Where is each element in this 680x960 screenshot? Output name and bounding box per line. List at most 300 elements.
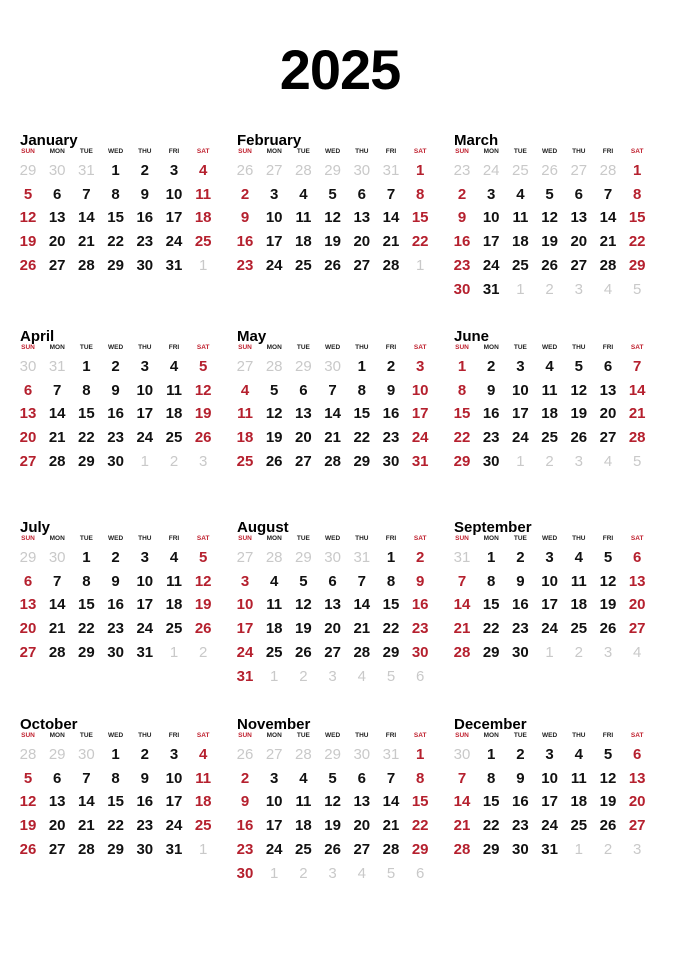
day-cell: 18 xyxy=(165,405,183,423)
weekday-header-wed: WED xyxy=(108,148,124,155)
day-cell: 5 xyxy=(23,769,33,787)
day-cell: 27 xyxy=(628,620,646,638)
day-cell: 2 xyxy=(487,358,496,375)
day-cell: 5 xyxy=(328,185,337,203)
day-cell: 30 xyxy=(136,256,154,274)
day-cell: 7 xyxy=(386,185,396,203)
adjacent-month-day: 29 xyxy=(324,162,341,179)
weekday-header-thu: THU xyxy=(138,344,152,351)
day-cell: 31 xyxy=(482,280,500,298)
day-cell: 28 xyxy=(453,643,471,661)
weekday-header-thu: THU xyxy=(572,148,586,155)
day-cell: 6 xyxy=(603,358,613,375)
day-cell: 14 xyxy=(78,209,95,227)
day-cell: 25 xyxy=(165,429,183,447)
adjacent-month-day: 28 xyxy=(265,358,283,375)
adjacent-month-day: 1 xyxy=(169,643,179,661)
day-cell: 19 xyxy=(599,793,617,811)
day-cell: 7 xyxy=(386,769,396,787)
day-cell: 16 xyxy=(236,233,254,251)
adjacent-month-day: 2 xyxy=(299,667,308,685)
weekday-header-mon: MON xyxy=(49,535,65,542)
day-cell: 9 xyxy=(111,572,120,590)
day-cell: 18 xyxy=(236,429,254,447)
weekday-header-thu: THU xyxy=(138,732,152,739)
weekday-header-sun: SUN xyxy=(21,732,35,739)
weekday-header-sat: SAT xyxy=(630,535,644,542)
day-cell: 7 xyxy=(328,381,337,399)
day-cell: 18 xyxy=(541,405,558,423)
adjacent-month-day: 26 xyxy=(236,162,254,179)
weekday-header-wed: WED xyxy=(108,732,124,739)
day-cell: 27 xyxy=(19,452,37,470)
day-cell: 15 xyxy=(78,405,95,423)
day-cell: 10 xyxy=(541,572,558,590)
day-cell: 9 xyxy=(457,209,467,227)
day-cell: 2 xyxy=(111,549,120,566)
day-cell: 18 xyxy=(295,817,312,835)
day-cell: 21 xyxy=(382,817,400,835)
day-cell: 18 xyxy=(165,596,183,614)
adjacent-month-day: 27 xyxy=(570,162,588,179)
weekday-header-sat: SAT xyxy=(630,344,644,351)
day-cell: 11 xyxy=(570,769,587,787)
day-cell: 26 xyxy=(194,620,212,638)
day-cell: 14 xyxy=(78,793,95,811)
day-cell: 1 xyxy=(82,358,91,375)
day-cell: 22 xyxy=(482,817,500,835)
day-cell: 2 xyxy=(457,185,467,203)
day-cell: 22 xyxy=(482,620,500,638)
weekday-header-tue: TUE xyxy=(513,535,527,542)
adjacent-month-day: 30 xyxy=(324,358,341,375)
day-cell: 28 xyxy=(48,643,66,661)
adjacent-month-day: 5 xyxy=(633,280,642,298)
day-cell: 19 xyxy=(599,596,617,614)
day-cell: 8 xyxy=(386,572,396,590)
day-cell: 9 xyxy=(140,185,149,203)
day-cell: 17 xyxy=(541,596,558,614)
day-cell: 17 xyxy=(411,405,429,423)
weekday-header-sat: SAT xyxy=(196,344,210,351)
day-cell: 6 xyxy=(53,185,62,203)
day-cell: 4 xyxy=(299,769,308,787)
day-cell: 11 xyxy=(570,572,587,590)
day-cell: 11 xyxy=(166,381,182,399)
weekday-header-fri: FRI xyxy=(168,732,180,739)
day-cell: 3 xyxy=(270,769,279,787)
weekday-header-fri: FRI xyxy=(385,148,397,155)
day-cell: 9 xyxy=(240,793,250,811)
day-cell: 5 xyxy=(199,358,208,375)
day-cell: 30 xyxy=(512,840,529,858)
day-cell: 25 xyxy=(265,643,283,661)
adjacent-month-day: 31 xyxy=(48,358,66,375)
day-cell: 20 xyxy=(599,405,617,423)
day-cell: 25 xyxy=(236,452,254,470)
day-cell: 20 xyxy=(353,817,371,835)
day-cell: 22 xyxy=(107,817,124,835)
day-cell: 26 xyxy=(19,256,37,274)
month-name: March xyxy=(454,132,499,149)
day-cell: 5 xyxy=(270,381,279,399)
day-cell: 20 xyxy=(48,817,66,835)
day-cell: 8 xyxy=(487,769,496,787)
weekday-header-sun: SUN xyxy=(238,344,252,351)
day-cell: 9 xyxy=(140,769,149,787)
weekday-header-thu: THU xyxy=(355,732,369,739)
month-name: February xyxy=(237,132,302,149)
month-name: October xyxy=(20,716,78,733)
day-cell: 3 xyxy=(140,549,149,566)
weekday-header-tue: TUE xyxy=(79,732,93,739)
weekday-header-sun: SUN xyxy=(455,732,469,739)
day-cell: 7 xyxy=(53,572,62,590)
day-cell: 4 xyxy=(574,549,583,566)
day-cell: 6 xyxy=(23,572,33,590)
day-cell: 26 xyxy=(19,840,37,858)
day-cell: 17 xyxy=(512,405,529,423)
day-cell: 8 xyxy=(416,769,425,787)
adjacent-month-day: 2 xyxy=(603,840,613,858)
day-cell: 2 xyxy=(516,549,525,566)
adjacent-month-day: 30 xyxy=(353,746,371,763)
day-cell: 25 xyxy=(570,620,588,638)
weekday-header-mon: MON xyxy=(49,344,65,351)
day-cell: 25 xyxy=(295,256,312,274)
day-cell: 4 xyxy=(169,549,179,566)
adjacent-month-day: 4 xyxy=(357,667,366,685)
day-cell: 22 xyxy=(628,233,646,251)
adjacent-month-day: 3 xyxy=(574,452,583,470)
adjacent-month-day: 25 xyxy=(512,162,529,179)
day-cell: 30 xyxy=(411,643,429,661)
day-cell: 18 xyxy=(194,793,212,811)
day-cell: 15 xyxy=(453,405,471,423)
day-cell: 24 xyxy=(541,817,558,835)
day-cell: 7 xyxy=(357,572,366,590)
day-cell: 13 xyxy=(19,596,37,614)
day-cell: 20 xyxy=(628,596,646,614)
day-cell: 21 xyxy=(353,620,371,638)
month-name: April xyxy=(20,328,55,345)
day-cell: 16 xyxy=(236,817,254,835)
day-cell: 27 xyxy=(295,452,312,470)
day-cell: 4 xyxy=(169,358,179,375)
weekday-header-wed: WED xyxy=(325,732,341,739)
day-cell: 12 xyxy=(324,793,341,811)
day-cell: 2 xyxy=(240,185,250,203)
day-cell: 16 xyxy=(453,233,471,251)
day-cell: 13 xyxy=(295,405,312,423)
day-cell: 31 xyxy=(136,643,154,661)
day-cell: 4 xyxy=(516,185,525,203)
day-cell: 1 xyxy=(82,549,91,566)
weekday-header-sat: SAT xyxy=(196,535,210,542)
weekday-header-tue: TUE xyxy=(79,148,93,155)
day-cell: 6 xyxy=(574,185,583,203)
adjacent-month-day: 23 xyxy=(453,162,471,179)
day-cell: 7 xyxy=(633,358,642,375)
weekday-header-tue: TUE xyxy=(79,344,93,351)
weekday-header-sat: SAT xyxy=(630,732,644,739)
day-cell: 14 xyxy=(324,405,341,423)
day-cell: 21 xyxy=(382,233,400,251)
day-cell: 16 xyxy=(136,209,154,227)
day-cell: 28 xyxy=(324,452,341,470)
day-cell: 30 xyxy=(107,643,124,661)
day-cell: 7 xyxy=(53,381,62,399)
weekday-header-tue: TUE xyxy=(296,344,310,351)
day-cell: 29 xyxy=(482,643,500,661)
day-cell: 1 xyxy=(111,162,120,179)
day-cell: 17 xyxy=(136,405,154,423)
day-cell: 16 xyxy=(136,793,154,811)
day-cell: 3 xyxy=(240,572,250,590)
day-cell: 18 xyxy=(512,233,529,251)
day-cell: 21 xyxy=(78,817,95,835)
adjacent-month-day: 6 xyxy=(416,864,425,882)
day-cell: 11 xyxy=(295,209,312,227)
day-cell: 4 xyxy=(270,572,279,590)
weekday-header-fri: FRI xyxy=(602,148,614,155)
day-cell: 28 xyxy=(48,452,66,470)
day-cell: 20 xyxy=(295,429,312,447)
adjacent-month-day: 1 xyxy=(140,452,149,470)
weekday-header-wed: WED xyxy=(108,535,124,542)
day-cell: 15 xyxy=(411,793,429,811)
adjacent-month-day: 3 xyxy=(328,667,337,685)
day-cell: 22 xyxy=(411,817,429,835)
adjacent-month-day: 24 xyxy=(482,162,500,179)
day-cell: 16 xyxy=(482,405,500,423)
day-cell: 10 xyxy=(136,572,154,590)
day-cell: 23 xyxy=(382,429,400,447)
day-cell: 6 xyxy=(23,381,33,399)
day-cell: 26 xyxy=(324,840,341,858)
day-cell: 1 xyxy=(357,358,366,375)
day-cell: 24 xyxy=(165,233,183,251)
day-cell: 6 xyxy=(357,185,366,203)
day-cell: 23 xyxy=(482,429,500,447)
adjacent-month-day: 30 xyxy=(78,746,95,763)
day-cell: 15 xyxy=(482,793,500,811)
day-cell: 29 xyxy=(107,256,124,274)
weekday-header-thu: THU xyxy=(138,535,152,542)
day-cell: 7 xyxy=(603,185,613,203)
day-cell: 21 xyxy=(324,429,341,447)
day-cell: 27 xyxy=(48,840,66,858)
day-cell: 14 xyxy=(353,596,371,614)
adjacent-month-day: 30 xyxy=(48,549,66,566)
day-cell: 27 xyxy=(19,643,37,661)
adjacent-month-day: 1 xyxy=(416,256,425,274)
adjacent-month-day: 28 xyxy=(19,746,37,763)
weekday-header-wed: WED xyxy=(108,344,124,351)
day-cell: 7 xyxy=(82,769,91,787)
day-cell: 21 xyxy=(628,405,646,423)
day-cell: 13 xyxy=(353,209,371,227)
day-cell: 22 xyxy=(353,429,371,447)
day-cell: 16 xyxy=(107,596,124,614)
weekday-header-tue: TUE xyxy=(513,732,527,739)
weekday-header-tue: TUE xyxy=(296,535,310,542)
day-cell: 31 xyxy=(165,256,183,274)
adjacent-month-day: 3 xyxy=(603,643,613,661)
day-cell: 2 xyxy=(111,358,120,375)
day-cell: 3 xyxy=(487,185,496,203)
weekday-header-thu: THU xyxy=(355,535,369,542)
adjacent-month-day: 2 xyxy=(299,864,308,882)
day-cell: 27 xyxy=(353,256,371,274)
day-cell: 26 xyxy=(570,429,588,447)
day-cell: 27 xyxy=(599,429,617,447)
day-cell: 1 xyxy=(386,549,396,566)
day-cell: 8 xyxy=(416,185,425,203)
weekday-header-sun: SUN xyxy=(238,535,252,542)
day-cell: 22 xyxy=(382,620,400,638)
weekday-header-tue: TUE xyxy=(296,732,310,739)
day-cell: 30 xyxy=(382,452,400,470)
day-cell: 16 xyxy=(382,405,400,423)
day-cell: 15 xyxy=(411,209,429,227)
day-cell: 8 xyxy=(357,381,366,399)
day-cell: 25 xyxy=(194,233,212,251)
day-cell: 17 xyxy=(136,596,154,614)
adjacent-month-day: 31 xyxy=(382,162,400,179)
day-cell: 27 xyxy=(324,643,341,661)
adjacent-month-day: 6 xyxy=(416,667,425,685)
day-cell: 26 xyxy=(194,429,212,447)
weekday-header-wed: WED xyxy=(542,344,558,351)
day-cell: 3 xyxy=(140,358,149,375)
adjacent-month-day: 31 xyxy=(382,746,400,763)
day-cell: 10 xyxy=(482,209,500,227)
day-cell: 3 xyxy=(270,185,279,203)
day-cell: 11 xyxy=(166,572,182,590)
day-cell: 29 xyxy=(78,452,95,470)
day-cell: 23 xyxy=(512,620,529,638)
adjacent-month-day: 29 xyxy=(295,549,312,566)
day-cell: 9 xyxy=(516,572,525,590)
day-cell: 24 xyxy=(265,256,283,274)
day-cell: 29 xyxy=(353,452,371,470)
day-cell: 30 xyxy=(453,280,471,298)
day-cell: 3 xyxy=(416,358,425,375)
weekday-header-thu: THU xyxy=(572,535,586,542)
day-cell: 11 xyxy=(195,769,212,787)
day-cell: 19 xyxy=(541,233,558,251)
weekday-header-mon: MON xyxy=(483,535,499,542)
weekday-header-fri: FRI xyxy=(602,732,614,739)
adjacent-month-day: 4 xyxy=(603,280,613,298)
day-cell: 10 xyxy=(411,381,429,399)
day-cell: 4 xyxy=(299,185,308,203)
weekday-header-fri: FRI xyxy=(168,535,180,542)
weekday-header-sat: SAT xyxy=(196,148,210,155)
day-cell: 15 xyxy=(107,209,124,227)
weekday-header-tue: TUE xyxy=(79,535,93,542)
day-cell: 10 xyxy=(541,769,558,787)
day-cell: 16 xyxy=(512,596,529,614)
adjacent-month-day: 26 xyxy=(236,746,254,763)
day-cell: 8 xyxy=(487,572,496,590)
day-cell: 25 xyxy=(295,840,312,858)
day-cell: 23 xyxy=(411,620,429,638)
day-cell: 18 xyxy=(265,620,283,638)
day-cell: 29 xyxy=(411,840,429,858)
day-cell: 10 xyxy=(512,381,529,399)
day-cell: 5 xyxy=(23,185,33,203)
day-cell: 2 xyxy=(416,549,425,566)
adjacent-month-day: 30 xyxy=(353,162,371,179)
day-cell: 6 xyxy=(633,549,642,566)
day-cell: 20 xyxy=(628,793,646,811)
day-cell: 21 xyxy=(453,620,471,638)
adjacent-month-day: 3 xyxy=(574,280,583,298)
day-cell: 15 xyxy=(353,405,371,423)
weekday-header-fri: FRI xyxy=(385,535,397,542)
adjacent-month-day: 31 xyxy=(353,549,371,566)
month-name: December xyxy=(454,716,527,733)
month-name: July xyxy=(20,519,51,536)
adjacent-month-day: 27 xyxy=(236,358,254,375)
day-cell: 21 xyxy=(48,620,66,638)
day-cell: 8 xyxy=(457,381,467,399)
day-cell: 10 xyxy=(265,209,283,227)
day-cell: 13 xyxy=(48,209,66,227)
day-cell: 1 xyxy=(416,746,425,763)
weekday-header-sat: SAT xyxy=(630,148,644,155)
day-cell: 26 xyxy=(265,452,283,470)
day-cell: 24 xyxy=(541,620,558,638)
weekday-header-mon: MON xyxy=(266,732,282,739)
day-cell: 22 xyxy=(107,233,124,251)
weekday-header-mon: MON xyxy=(483,344,499,351)
weekday-header-fri: FRI xyxy=(385,732,397,739)
day-cell: 11 xyxy=(295,793,312,811)
weekday-header-mon: MON xyxy=(483,148,499,155)
day-cell: 11 xyxy=(541,381,558,399)
month-name: May xyxy=(237,328,267,345)
day-cell: 30 xyxy=(482,452,500,470)
day-cell: 3 xyxy=(545,746,554,763)
day-cell: 4 xyxy=(545,358,554,375)
weekday-header-sun: SUN xyxy=(455,344,469,351)
day-cell: 19 xyxy=(265,429,283,447)
day-cell: 10 xyxy=(136,381,154,399)
day-cell: 12 xyxy=(194,381,212,399)
weekday-header-fri: FRI xyxy=(385,344,397,351)
day-cell: 24 xyxy=(136,429,154,447)
weekday-header-wed: WED xyxy=(325,535,341,542)
adjacent-month-day: 30 xyxy=(48,162,66,179)
adjacent-month-day: 27 xyxy=(265,746,283,763)
day-cell: 5 xyxy=(603,549,613,566)
adjacent-month-day: 28 xyxy=(295,746,312,763)
adjacent-month-day: 2 xyxy=(169,452,179,470)
day-cell: 26 xyxy=(541,256,558,274)
day-cell: 17 xyxy=(265,817,283,835)
weekday-header-thu: THU xyxy=(138,148,152,155)
day-cell: 5 xyxy=(574,358,583,375)
day-cell: 12 xyxy=(599,572,617,590)
day-cell: 8 xyxy=(111,769,120,787)
weekday-header-sat: SAT xyxy=(413,344,427,351)
weekday-header-sun: SUN xyxy=(21,148,35,155)
adjacent-month-day: 3 xyxy=(199,452,208,470)
weekday-header-thu: THU xyxy=(572,732,586,739)
